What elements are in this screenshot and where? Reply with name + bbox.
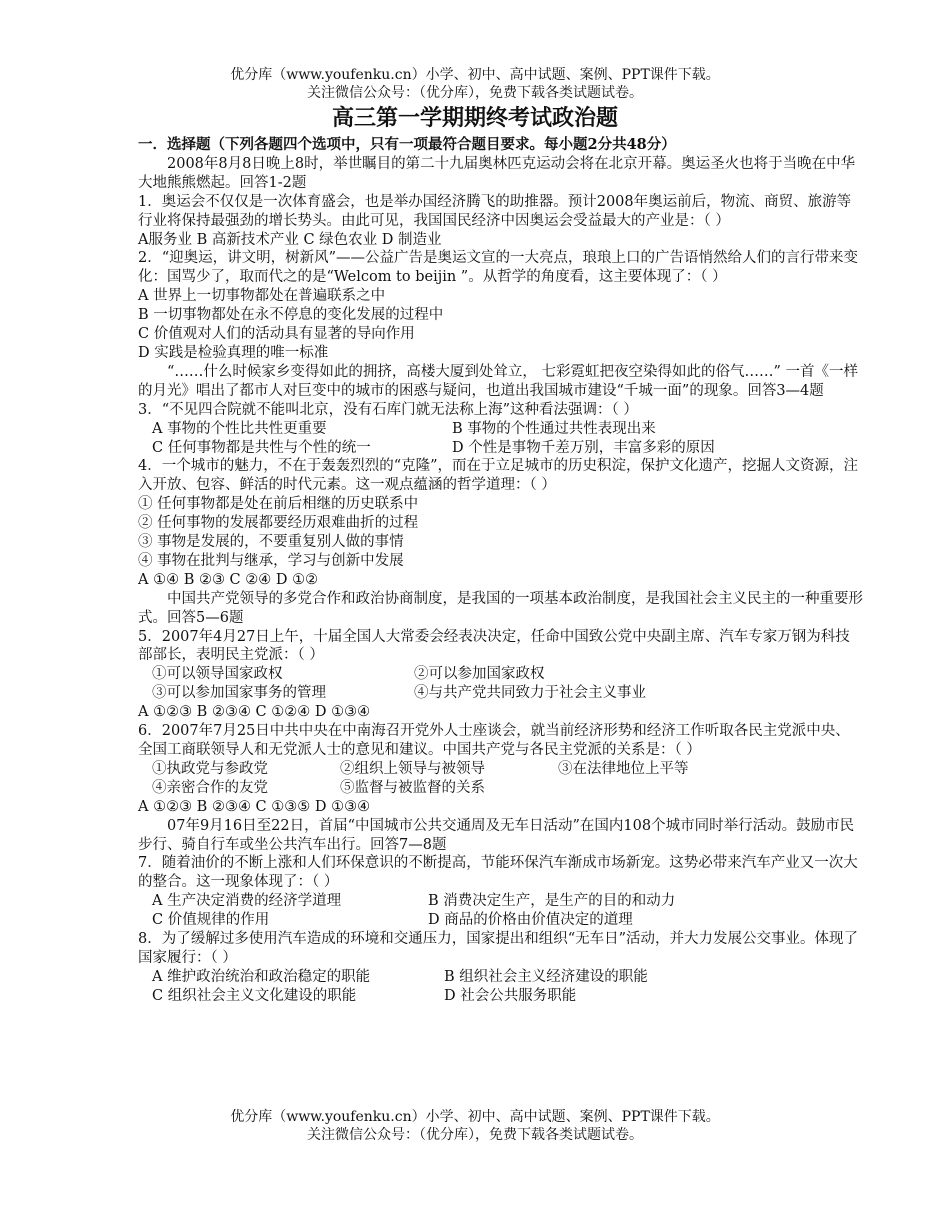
option-a: A 维护政治统治和政治稳定的职能 — [152, 968, 371, 985]
header-line-2: 关注微信公众号：（优分库），免费下载各类试题试卷。 — [307, 85, 643, 101]
statement-row — [138, 779, 864, 798]
statement-item: ② 任何事物的发展都要经历艰难曲折的过程 — [138, 515, 419, 532]
footer-line-2: 关注微信公众号：（优分库），免费下载各类试题试卷。 — [307, 1127, 643, 1143]
section-heading: 一．选择题（下列各题四个选项中，只有一项最符合题目要求。每小题2分共48分） — [138, 136, 676, 153]
option-row — [138, 420, 864, 439]
statement-row — [138, 665, 864, 684]
passage-intro: 2008年8月8日晚上8时，举世瞩目的第二十九届奥林匹克运动会将在北京开幕。奥运圣火也将于当晚在中华大地熊熊燃起。回答1-2题 — [138, 155, 856, 191]
option-c: C 组织社会主义文化建设的职能 — [152, 987, 357, 1004]
page-header — [0, 66, 950, 102]
statement-item: ⑤监督与被监督的关系 — [340, 779, 485, 796]
question-options: A ①④ B ②③ C ②④ D ①② — [138, 571, 319, 588]
question-stem: 2．“迎奥运，讲文明，树新风”——公益广告是奥运文宣的一大亮点，琅琅上口的广告语悄然给人们的言行带来变化：国骂少了，取而代之的是“Welcom to beijin ”。从哲学的角度看，这主要体现了：（ ） — [138, 250, 859, 286]
passage-intro: 中国共产党领导的多党合作和政治协商制度，是我国的一项基本政治制度，是我国社会主义民主的一种重要形式。回答5—6题 — [138, 590, 863, 626]
passage-intro: 07年9月16日至22日，首届“中国城市公共交通周及无车日活动”在国内108个城市同时举行活动。鼓励市民步行、骑自行车或坐公共汽车出行。回答7—8题 — [138, 817, 855, 853]
option-a: A 事物的个性比共性更重要 — [152, 420, 327, 437]
option-c: C 任何事物都是共性与个性的统一 — [152, 439, 371, 456]
statement-item: ③在法律地位上平等 — [558, 760, 689, 777]
option-b: B 一切事物都处在永不停息的变化发展的过程中 — [138, 307, 444, 324]
statement-item: ④ 事物在批判与继承，学习与创新中发展 — [138, 552, 404, 569]
statement-item: ①可以领导国家政权 — [152, 666, 283, 683]
option-d: D 实践是检验真理的唯一标准 — [138, 344, 329, 361]
statement-item: ②可以参加国家政权 — [414, 666, 545, 683]
option-c: C 价值规律的作用 — [152, 912, 270, 929]
question-options: A ①②③ B ②③④ C ①②④ D ①③④ — [138, 704, 371, 721]
option-b: B 组织社会主义经济建设的职能 — [444, 968, 648, 985]
statement-item: ① 任何事物都是处在前后相继的历史联系中 — [138, 496, 419, 513]
option-c: C 价值观对人们的活动具有显著的导向作用 — [138, 326, 415, 343]
question-options: A服务业 B 高新技术产业 C 绿色农业 D 制造业 — [138, 231, 442, 248]
option-row — [138, 439, 864, 458]
option-d: D 商品的价格由价值决定的道理 — [428, 912, 633, 929]
statement-item: ④与共产党共同致力于社会主义事业 — [414, 685, 646, 702]
option-b: B 事物的个性通过共性表现出来 — [452, 420, 656, 437]
question-stem: 6．2007年7月25日中共中央在中南海召开党外人士座谈会，就当前经济形势和经济工作听取各民主党派中央、全国工商联领导人和无党派人士的意见和建议。中国共产党与各民主党派的关系是：（ ） — [138, 723, 850, 758]
question-stem: 8．为了缓解过多使用汽车造成的环境和交通压力，国家提出和组织“无车日”活动，并大力发展公交事业。体现了国家履行：（ ） — [138, 931, 859, 966]
exam-title: 高三第一学期期终考试政治题 — [331, 105, 618, 131]
question-options: A ①②③ B ②③④ C ①③⑤ D ①③④ — [138, 798, 371, 815]
exam-body — [138, 136, 864, 1006]
question-stem: 5．2007年4月27日上午，十届全国人大常委会经表决决定，任命中国致公党中央副主席、汽车专家万钢为科技部部长，表明民主党派：（ ） — [138, 628, 850, 664]
statement-item: ③可以参加国家事务的管理 — [152, 685, 326, 702]
footer-line-1: 优分库（www.youfenku.cn）小学、初中、高中试题、案例、PPT课件下载。 — [230, 1109, 720, 1125]
header-line-1: 优分库（www.youfenku.cn）小学、初中、高中试题、案例、PPT课件下载。 — [230, 67, 720, 83]
statement-item: ①执政党与参政党 — [152, 760, 268, 777]
question-stem: 4．一个城市的魅力，不在于轰轰烈烈的“克隆”，而在于立足城市的历史积淀，保护文化遗产，挖掘人文资源，注入开放、包容、鲜活的时代元素。这一观点蕴涵的哲学道理：（ ） — [138, 458, 859, 494]
statement-row — [138, 760, 864, 779]
option-a: A 生产决定消费的经济学道理 — [152, 893, 342, 910]
statement-item: ②组织上领导与被领导 — [340, 760, 485, 777]
option-row — [138, 987, 864, 1006]
question-stem: 3．“不见四合院就不能叫北京，没有石库门就无法称上海”这种看法强调：（ ） — [138, 401, 638, 418]
page-footer — [0, 1108, 950, 1144]
question-stem: 1．奥运会不仅仅是一次体育盛会，也是举办国经济腾飞的助推器。预计2008年奥运前后，物流、商贸、旅游等行业将保持最强劲的增长势头。由此可见，我国国民经济中因奥运会受益最大的产业是：（ ） — [138, 193, 852, 229]
option-d: D 个性是事物千差万别，丰富多彩的原因 — [452, 439, 715, 456]
option-a: A 世界上一切事物都处在普遍联系之中 — [138, 288, 386, 305]
statement-row — [138, 684, 864, 703]
passage-intro: “……什么时候家乡变得如此的拥挤，高楼大厦到处耸立， 七彩霓虹把夜空染得如此的俗气……” 一首《一样的月光》唱出了都市人对巨变中的城市的困惑与疑问，也道出我国城市建设“千城一面”的现象。回答3—4题 — [138, 363, 859, 399]
option-row — [138, 911, 864, 930]
question-stem: 7．随着油价的不断上涨和人们环保意识的不断提高，节能环保汽车渐成市场新宠。这势必带来汽车产业又一次大的整合。这一现象体现了：（ ） — [138, 855, 858, 891]
option-row — [138, 892, 864, 911]
statement-item: ③ 事物是发展的，不要重复别人做的事情 — [138, 534, 404, 551]
option-row — [138, 968, 864, 987]
option-d: D 社会公共服务职能 — [444, 987, 577, 1004]
statement-item: ④亲密合作的友党 — [152, 779, 268, 796]
option-b: B 消费决定生产，是生产的目的和动力 — [428, 893, 676, 910]
